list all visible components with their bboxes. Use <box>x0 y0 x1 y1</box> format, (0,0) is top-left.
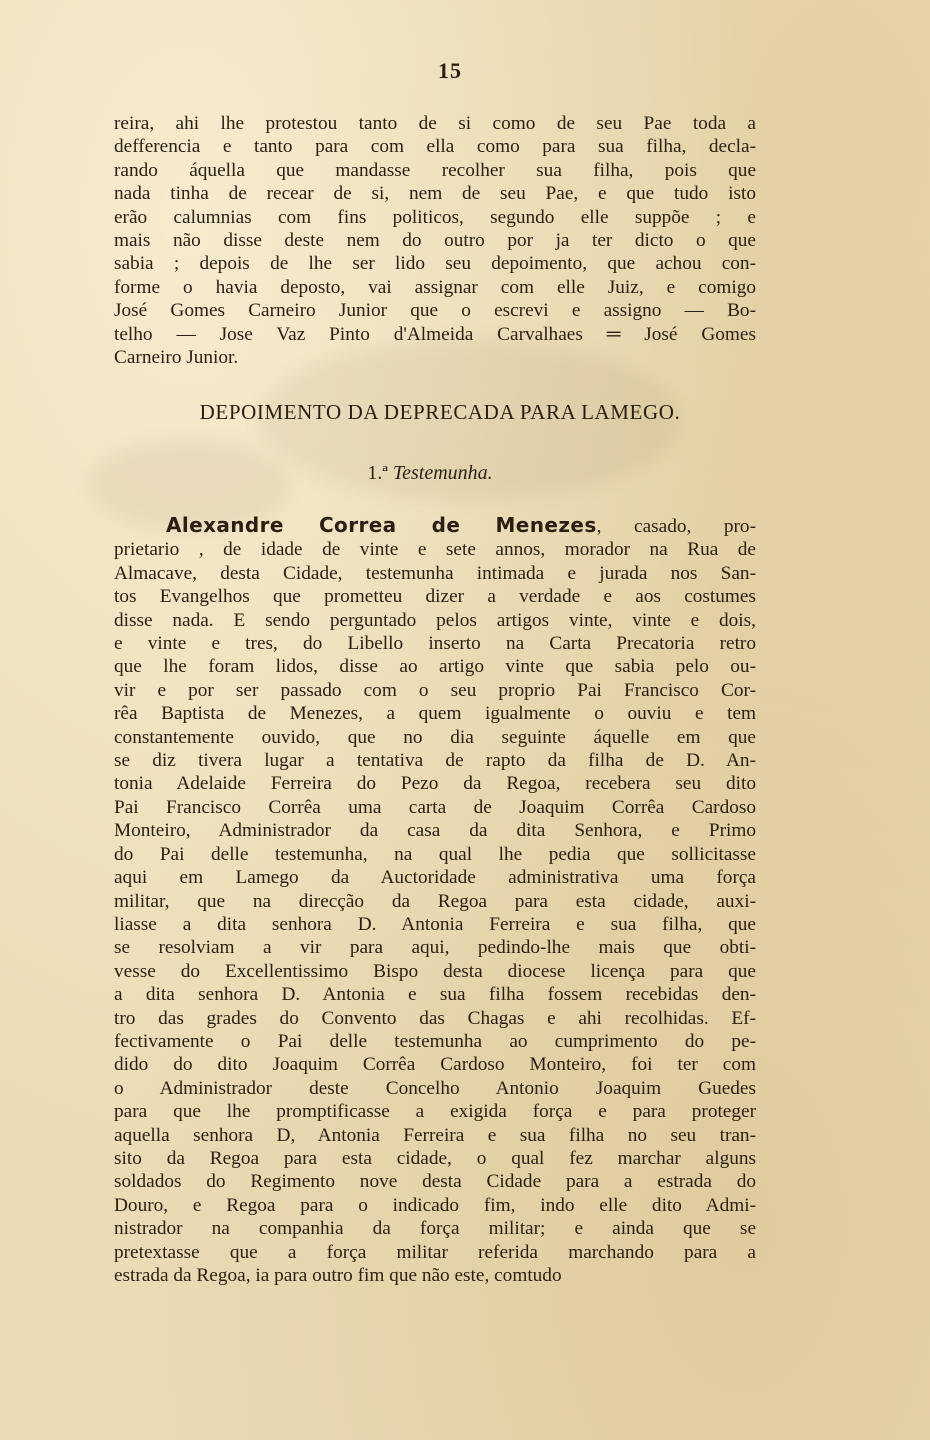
testimony-line: fectivamente o Pai delle testemunha ao cumprimento do pe- <box>114 1030 756 1052</box>
testimony-line: Almacave, desta Cidade, testemunha intimada e jurada nos San- <box>114 562 756 584</box>
intro-line: erão calumnias com fins politicos, segundo elle suppõe ; e <box>114 206 756 228</box>
witness-heading <box>300 462 560 485</box>
testimony-paragraph <box>114 514 756 1287</box>
intro-line: defferencia e tanto para com ella como para sua filha, decla- <box>114 136 756 158</box>
intro-line: forme o havia deposto, vai assignar com elle Juiz, e comigo <box>114 276 756 298</box>
testimony-line: prietario , de idade de vinte e sete annos, morador na Rua de <box>114 539 756 561</box>
testimony-line: aqui em Lamego da Auctoridade administrativa uma força <box>114 867 756 889</box>
testimony-line: tonia Adelaide Ferreira do Pezo da Regoa, recebera seu dito <box>114 773 756 795</box>
section-heading: DEPOIMENTO DA DEPRECADA PARA LAMEGO. <box>199 400 681 424</box>
testimony-line: dido do dito Joaquim Corrêa Cardoso Monteiro, foi ter com <box>114 1054 756 1076</box>
intro-line: reira, ahi lhe protestou tanto de si como de seu Pae toda a <box>114 113 756 134</box>
testimony-line: soldados do Regimento nove desta Cidade para a estrada do <box>114 1171 756 1193</box>
intro-paragraph <box>114 112 756 369</box>
witness-name: Alexandre Correa de Menezes <box>166 514 597 537</box>
testimony-line: tos Evangelhos que prometteu dizer a verdade e aos costumes <box>114 586 756 608</box>
testimony-first-line-rest: , casado, pro- <box>596 516 756 537</box>
intro-line: sabia ; depois de lhe ser lido seu depoimento, que achou con- <box>114 253 756 275</box>
intro-line: telho — Jose Vaz Pinto d'Almeida Carvalhaes ═ José Gomes <box>114 323 756 345</box>
testimony-line: liasse a dita senhora D. Antonia Ferreira e sua filha, que <box>114 913 756 935</box>
testimony-line: do Pai delle testemunha, na qual lhe pedia que sollicitasse <box>114 843 756 865</box>
testimony-line: rêa Baptista de Menezes, a quem igualmente o ouviu e tem <box>114 703 756 725</box>
testimony-line: aquella senhora D, Antonia Ferreira e sua filha no seu tran- <box>114 1124 756 1146</box>
testimony-line: pretextasse que a força militar referida marchando para a <box>114 1241 756 1263</box>
testimony-line: Monteiro, Administrador da casa da dita Senhora, e Primo <box>114 820 756 842</box>
testimony-line: e vinte e tres, do Libello inserto na Carta Precatoria retro <box>114 633 756 655</box>
intro-line: rando áquella que mandasse recolher sua filha, pois que <box>114 159 756 181</box>
testimony-line: a dita senhora D. Antonia e sua filha fossem recebidas den- <box>114 984 756 1006</box>
intro-line: José Gomes Carneiro Junior que o escrevi e assigno — Bo- <box>114 300 756 322</box>
testimony-first-line <box>114 514 756 538</box>
testimony-line: disse nada. E sendo perguntado pelos artigos vinte, vinte e dois, <box>114 609 756 631</box>
witness-ordinal: 1.ª <box>367 462 388 484</box>
testimony-line: se resolviam a vir para aqui, pedindo-lhe mais que obti- <box>114 937 756 959</box>
intro-line: Carneiro Junior. <box>114 347 239 369</box>
intro-line: nada tinha de recear de si, nem de seu Pae, e que tudo isto <box>114 183 756 205</box>
intro-line: mais não disse deste nem do outro por ja ter dicto o que <box>114 230 756 252</box>
testimony-line: Douro, e Regoa para o indicado fim, indo elle dito Admi- <box>114 1194 756 1216</box>
testimony-line: sito da Regoa para esta cidade, o qual fez marchar alguns <box>114 1147 756 1169</box>
testimony-line: nistrador na companhia da força militar; e ainda que se <box>114 1218 756 1240</box>
testimony-line: o Administrador deste Concelho Antonio Joaquim Guedes <box>114 1077 756 1099</box>
page-number: 15 <box>438 58 462 83</box>
testimony-line: estrada da Regoa, ia para outro fim que não este, comtudo <box>114 1265 562 1286</box>
witness-label: Testemunha. <box>392 462 493 484</box>
testimony-line: tro das grades do Convento das Chagas e ahi recolhidas. Ef- <box>114 1007 756 1029</box>
testimony-line: Pai Francisco Corrêa uma carta de Joaquim Corrêa Cardoso <box>114 796 756 818</box>
testimony-line: se diz tivera lugar a tentativa de rapto da filha de D. An- <box>114 750 756 772</box>
testimony-line: constantemente ouvido, que no dia seguinte áquelle em que <box>114 726 756 748</box>
testimony-line: vesse do Excellentissimo Bispo desta diocese licença para que <box>114 960 756 982</box>
testimony-line: que lhe foram lidos, disse ao artigo vinte que sabia pelo ou- <box>114 656 756 678</box>
testimony-line: para que lhe promptificasse a exigida força e para proteger <box>114 1101 756 1123</box>
testimony-line: vir e por ser passado com o seu proprio Pai Francisco Cor- <box>114 679 756 701</box>
testimony-line: militar, que na direcção da Regoa para esta cidade, auxi- <box>114 890 756 912</box>
